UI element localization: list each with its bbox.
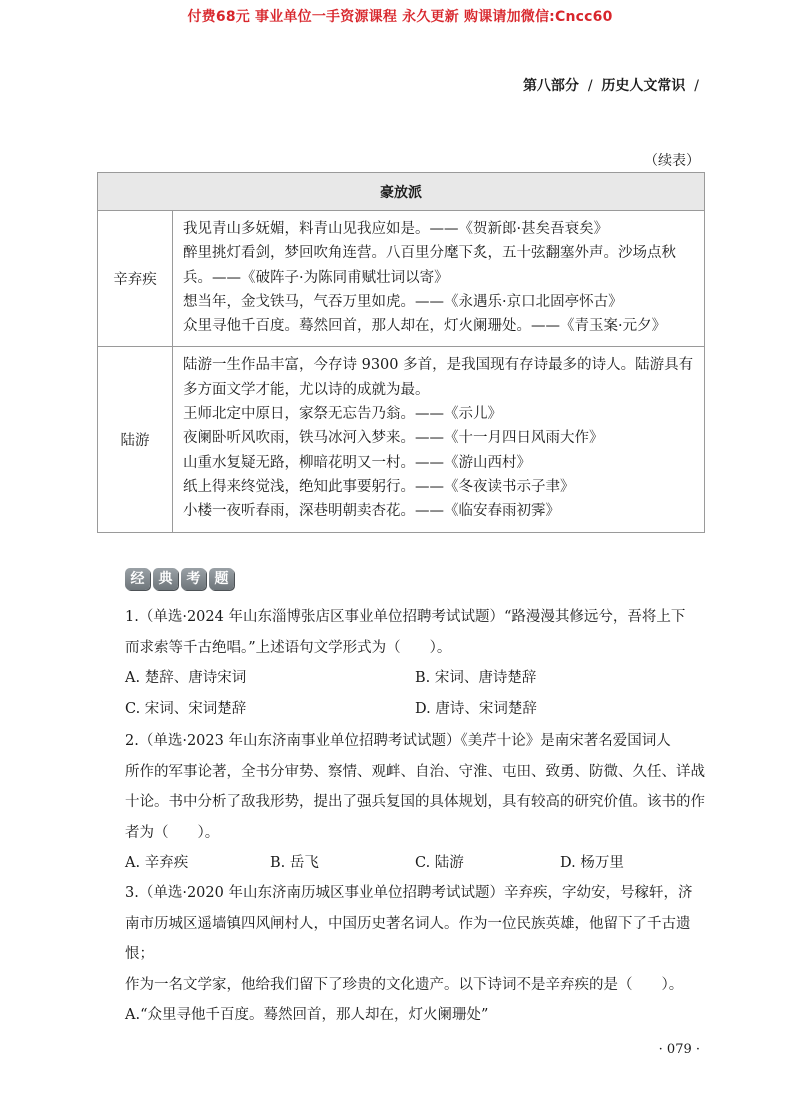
badge-char: 典: [153, 568, 178, 590]
option-d: D. 杨万里: [560, 855, 624, 871]
work-line: 多方面文学才能，尤以诗的成就为最。: [183, 381, 430, 398]
question-stem: 而求索等千古绝唱。”上述语句文学形式为（ ）。: [125, 639, 452, 656]
question-stem: 所作的军事论著，全书分审势、察情、观衅、自治、守淮、屯田、致勇、防微、久任、详战: [125, 763, 705, 780]
option-b: B. 岳飞: [270, 855, 319, 871]
option-d: D. 唐诗、宋词楚辞: [415, 700, 537, 717]
page-number: · 079 ·: [658, 1042, 700, 1057]
question-stem: 南市历城区遥墙镇四风闸村人，中国历史著名词人。作为一位民族英雄，他留下了千古遗恨；: [125, 915, 691, 962]
question-stem: 作为一名文学家，他给我们留下了珍贵的文化遗产。以下诗词不是辛弃疾的是（ ）。: [125, 976, 684, 993]
table-row: [98, 347, 705, 532]
option-b: B. 宋词、唐诗楚辞: [415, 670, 537, 686]
badge-char: 题: [209, 568, 234, 590]
options-row: [125, 848, 705, 879]
badge-char: 考: [181, 568, 206, 590]
poet-name: 陆游: [98, 347, 173, 532]
options-row: [125, 1000, 705, 1031]
options-row: [125, 663, 705, 694]
work-line: 我见青山多妩媚，料青山见我应如是。——《贺新郎·甚矣吾衰矣》: [183, 221, 609, 237]
question-2: [125, 726, 705, 879]
header-separator: /: [587, 78, 593, 94]
top-banner: 付费68元 事业单位一手资源课程 永久更新 购课请加微信:Cncc60: [187, 9, 613, 25]
question-1: [125, 602, 705, 724]
question-stem: 3.（单选·2020 年山东济南历城区事业单位招聘考试试题）辛弃疾，字幼安，号稼轩，济: [125, 885, 693, 901]
work-line: 众里寻他千百度。蓦然回首，那人却在，灯火阑珊处。——《青玉案·元夕》: [183, 318, 667, 335]
question-3: [125, 878, 705, 1031]
work-line: 王师北定中原日，家祭无忘告乃翁。——《示儿》: [183, 406, 502, 423]
work-line: 想当年，金戈铁马，气吞万里如虎。——《永遇乐·京口北固亭怀古》: [183, 293, 623, 310]
work-line: 纸上得来终觉浅，绝知此事要躬行。——《冬夜读书示子聿》: [183, 478, 575, 495]
option-a: A.“众里寻他千百度。蓦然回首，那人却在，灯火阑珊处”: [125, 1007, 489, 1023]
poet-name: 辛弃疾: [98, 211, 173, 347]
section-header: [523, 75, 703, 95]
header-separator-tail: /: [694, 78, 699, 94]
poet-works: [173, 347, 705, 532]
section-part: 第八部分: [522, 78, 579, 94]
work-line: 兵。——《破阵子·为陈同甫赋壮词以寄》: [183, 269, 449, 286]
work-line: 山重水复疑无路，柳暗花明又一村。——《游山西村》: [183, 454, 531, 471]
question-stem: 1.（单选·2024 年山东淄博张店区事业单位招聘考试试题）“路漫漫其修远兮，吾将上下: [125, 609, 686, 625]
option-c: C. 宋词、宋词楚辞: [125, 700, 247, 717]
options-row: [125, 694, 705, 725]
work-line: 夜阑卧听风吹雨，铁马冰河入梦来。——《十一月四日风雨大作》: [183, 430, 604, 447]
question-stem: 者为（ ）。: [125, 824, 220, 841]
poet-works: [173, 211, 705, 347]
poets-table: [97, 172, 705, 533]
classic-questions-badge: [125, 568, 237, 590]
work-line: 陆游一生作品丰富，今存诗 9300 多首，是我国现有存诗最多的诗人。陆游具有: [183, 357, 694, 374]
question-stem: 十论。书中分析了敌我形势，提出了强兵复国的具体规划，具有较高的研究价值。该书的作: [125, 794, 705, 810]
table-title: 豪放派: [98, 173, 705, 211]
section-topic: 历史人文常识: [601, 78, 686, 94]
continued-label: （续表）: [644, 153, 700, 169]
work-line: 小楼一夜听春雨，深巷明朝卖杏花。——《临安春雨初霁》: [183, 503, 560, 520]
question-stem: 2.（单选·2023 年山东济南事业单位招聘考试试题）《美芹十论》是南宋著名爱国词人: [125, 733, 671, 749]
option-a: A. 楚辞、唐诗宋词: [125, 670, 247, 686]
badge-char: 经: [125, 568, 150, 590]
table-row: [98, 211, 705, 347]
table-header-row: [98, 173, 705, 211]
option-a: A. 辛弃疾: [125, 855, 189, 871]
work-line: 醉里挑灯看剑，梦回吹角连营。八百里分麾下炙，五十弦翻塞外声。沙场点秋: [183, 245, 676, 262]
option-c: C. 陆游: [415, 855, 464, 871]
